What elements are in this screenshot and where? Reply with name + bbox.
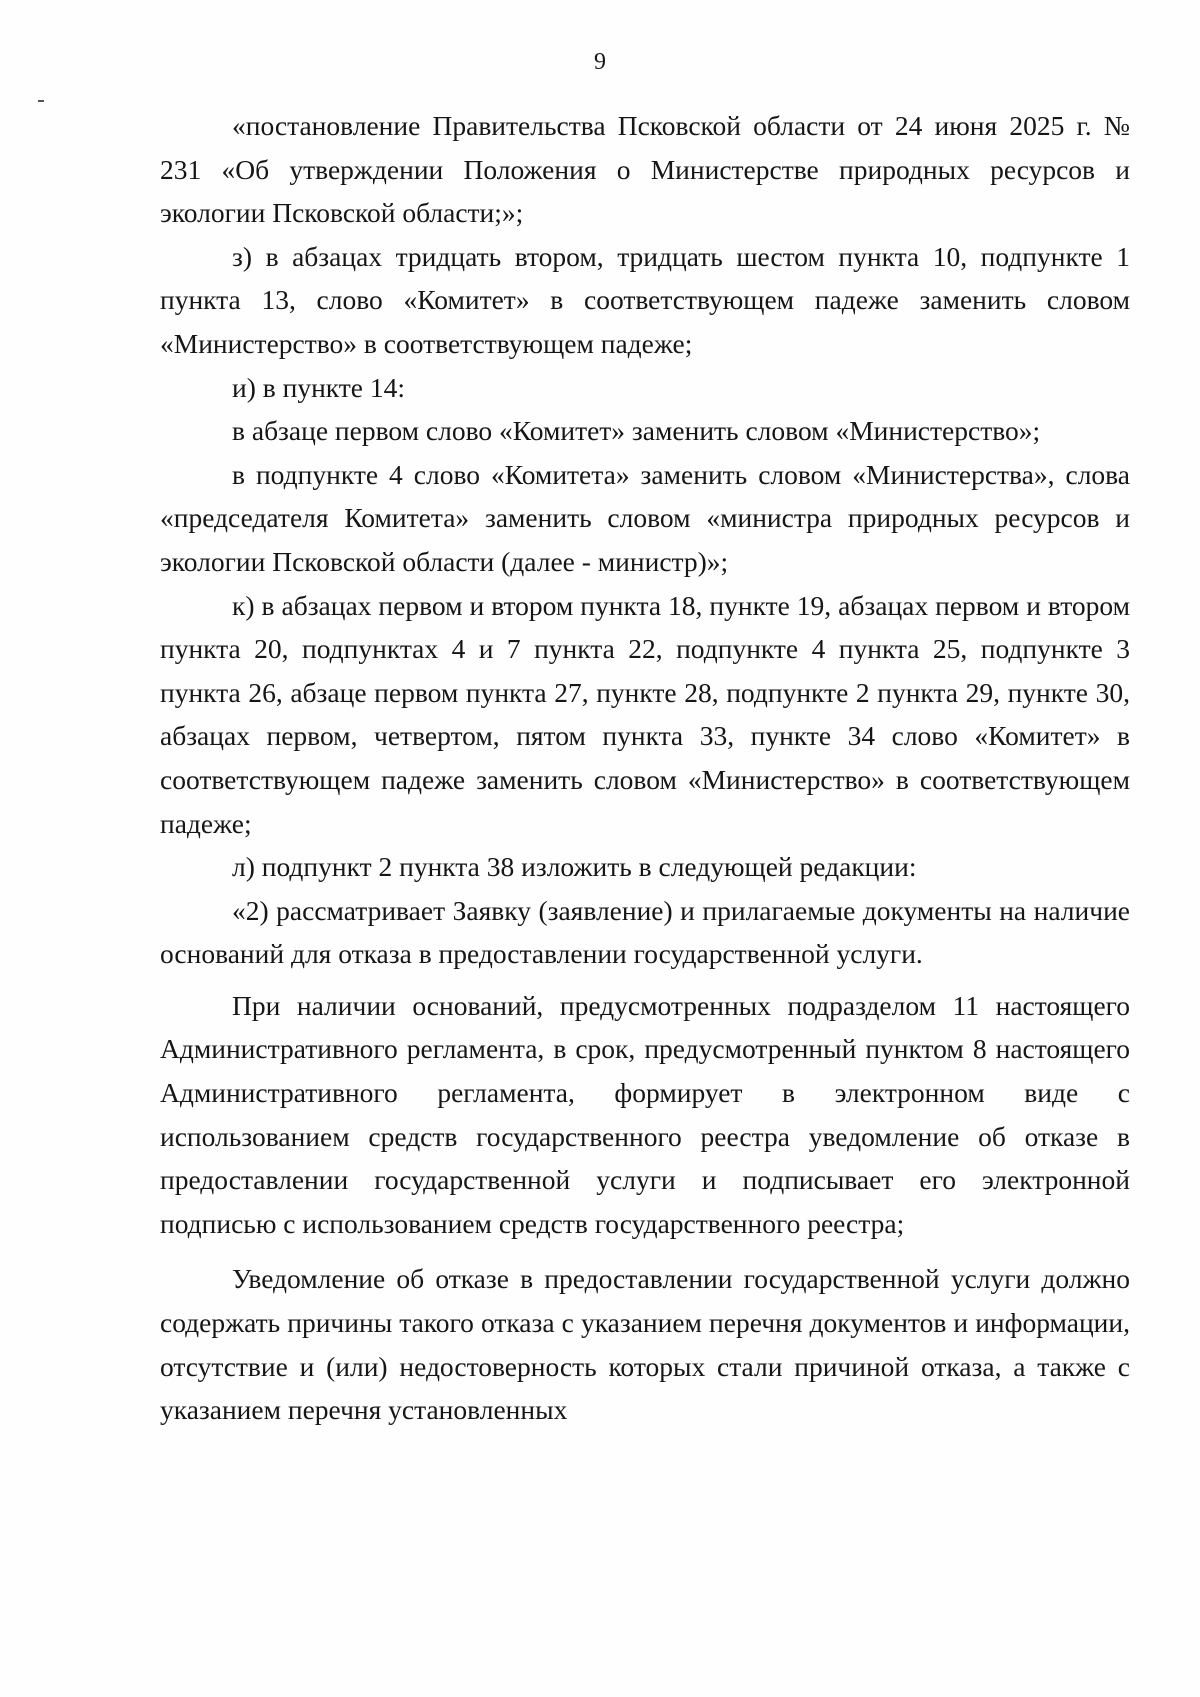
- paragraph-item-i-subpoint-4: в подпункте 4 слово «Комитета» заменить словом «Министерства», слова «председателя Комитета» заменить словом «министра природных ресурсов и экологии Псковской области (далее - министр)»;: [160, 458, 1130, 577]
- paragraph-decree-reference: «постановление Правительства Псковской области от 24 июня 2025 г. № 231 «Об утверждении Положения о Министерстве природных ресурсов и экологии Псковской области;»;: [160, 110, 1130, 229]
- paragraph-refusal-notice: Уведомление об отказе в предоставлении государственной услуги должно содержать причины такого отказа с указанием перечня документов и информации, отсутствие и (или) недостоверность которых стали причиной отказа, а также с указанием перечня установленных: [160, 1263, 1130, 1426]
- page-number: 9: [594, 49, 606, 75]
- paragraph-item-i-first-abzats: в абзаце первом слово «Комитет» заменить словом «Министерство»;: [232, 415, 1041, 447]
- paragraph-item-l: л) подпункт 2 пункта 38 изложить в следующей редакции:: [232, 851, 917, 883]
- paragraph-item-k: к) в абзацах первом и втором пункта 18, пункте 19, абзацах первом и втором пункта 20, подпунктах 4 и 7 пункта 22, подпункте 4 пункта 25, подпункте 3 пункта 26, абзаце первом пункта 27, пункте 28, подпункте 2 пункта 29, пункте 30, абзацах первом, четвертом, пятом пункта 33, пункте 34 слово «Комитет» в соответствующем падеже заменить словом «Министерство» в соответствующем падеже;: [160, 589, 1130, 839]
- paragraph-item-i: и) в пункте 14:: [232, 371, 406, 403]
- paragraph-item-z: з) в абзацах тридцать втором, тридцать шестом пункта 10, подпункте 1 пункта 13, слово «Комитет» в соответствующем падеже заменить словом «Министерство» в соответствующем падеже;: [160, 240, 1130, 359]
- scan-artifact-mark: [38, 100, 44, 102]
- paragraph-grounds-for-refusal: При наличии оснований, предусмотренных подразделом 11 настоящего Административного регламента, в срок, предусмотренный пунктом 8 настоящего Административного регламента, формирует в электронном виде с использованием средств государственного реестра уведомление об отказе в предоставлении государственной услуги и подписывает его электронной подписью с использованием средств государственного реестра;: [160, 989, 1130, 1239]
- document-body: [160, 104, 1130, 1432]
- paragraph-new-subpoint-2: «2) рассматривает Заявку (заявление) и прилагаемые документы на наличие оснований для отказа в предоставлении государственной услуги.: [160, 894, 1130, 970]
